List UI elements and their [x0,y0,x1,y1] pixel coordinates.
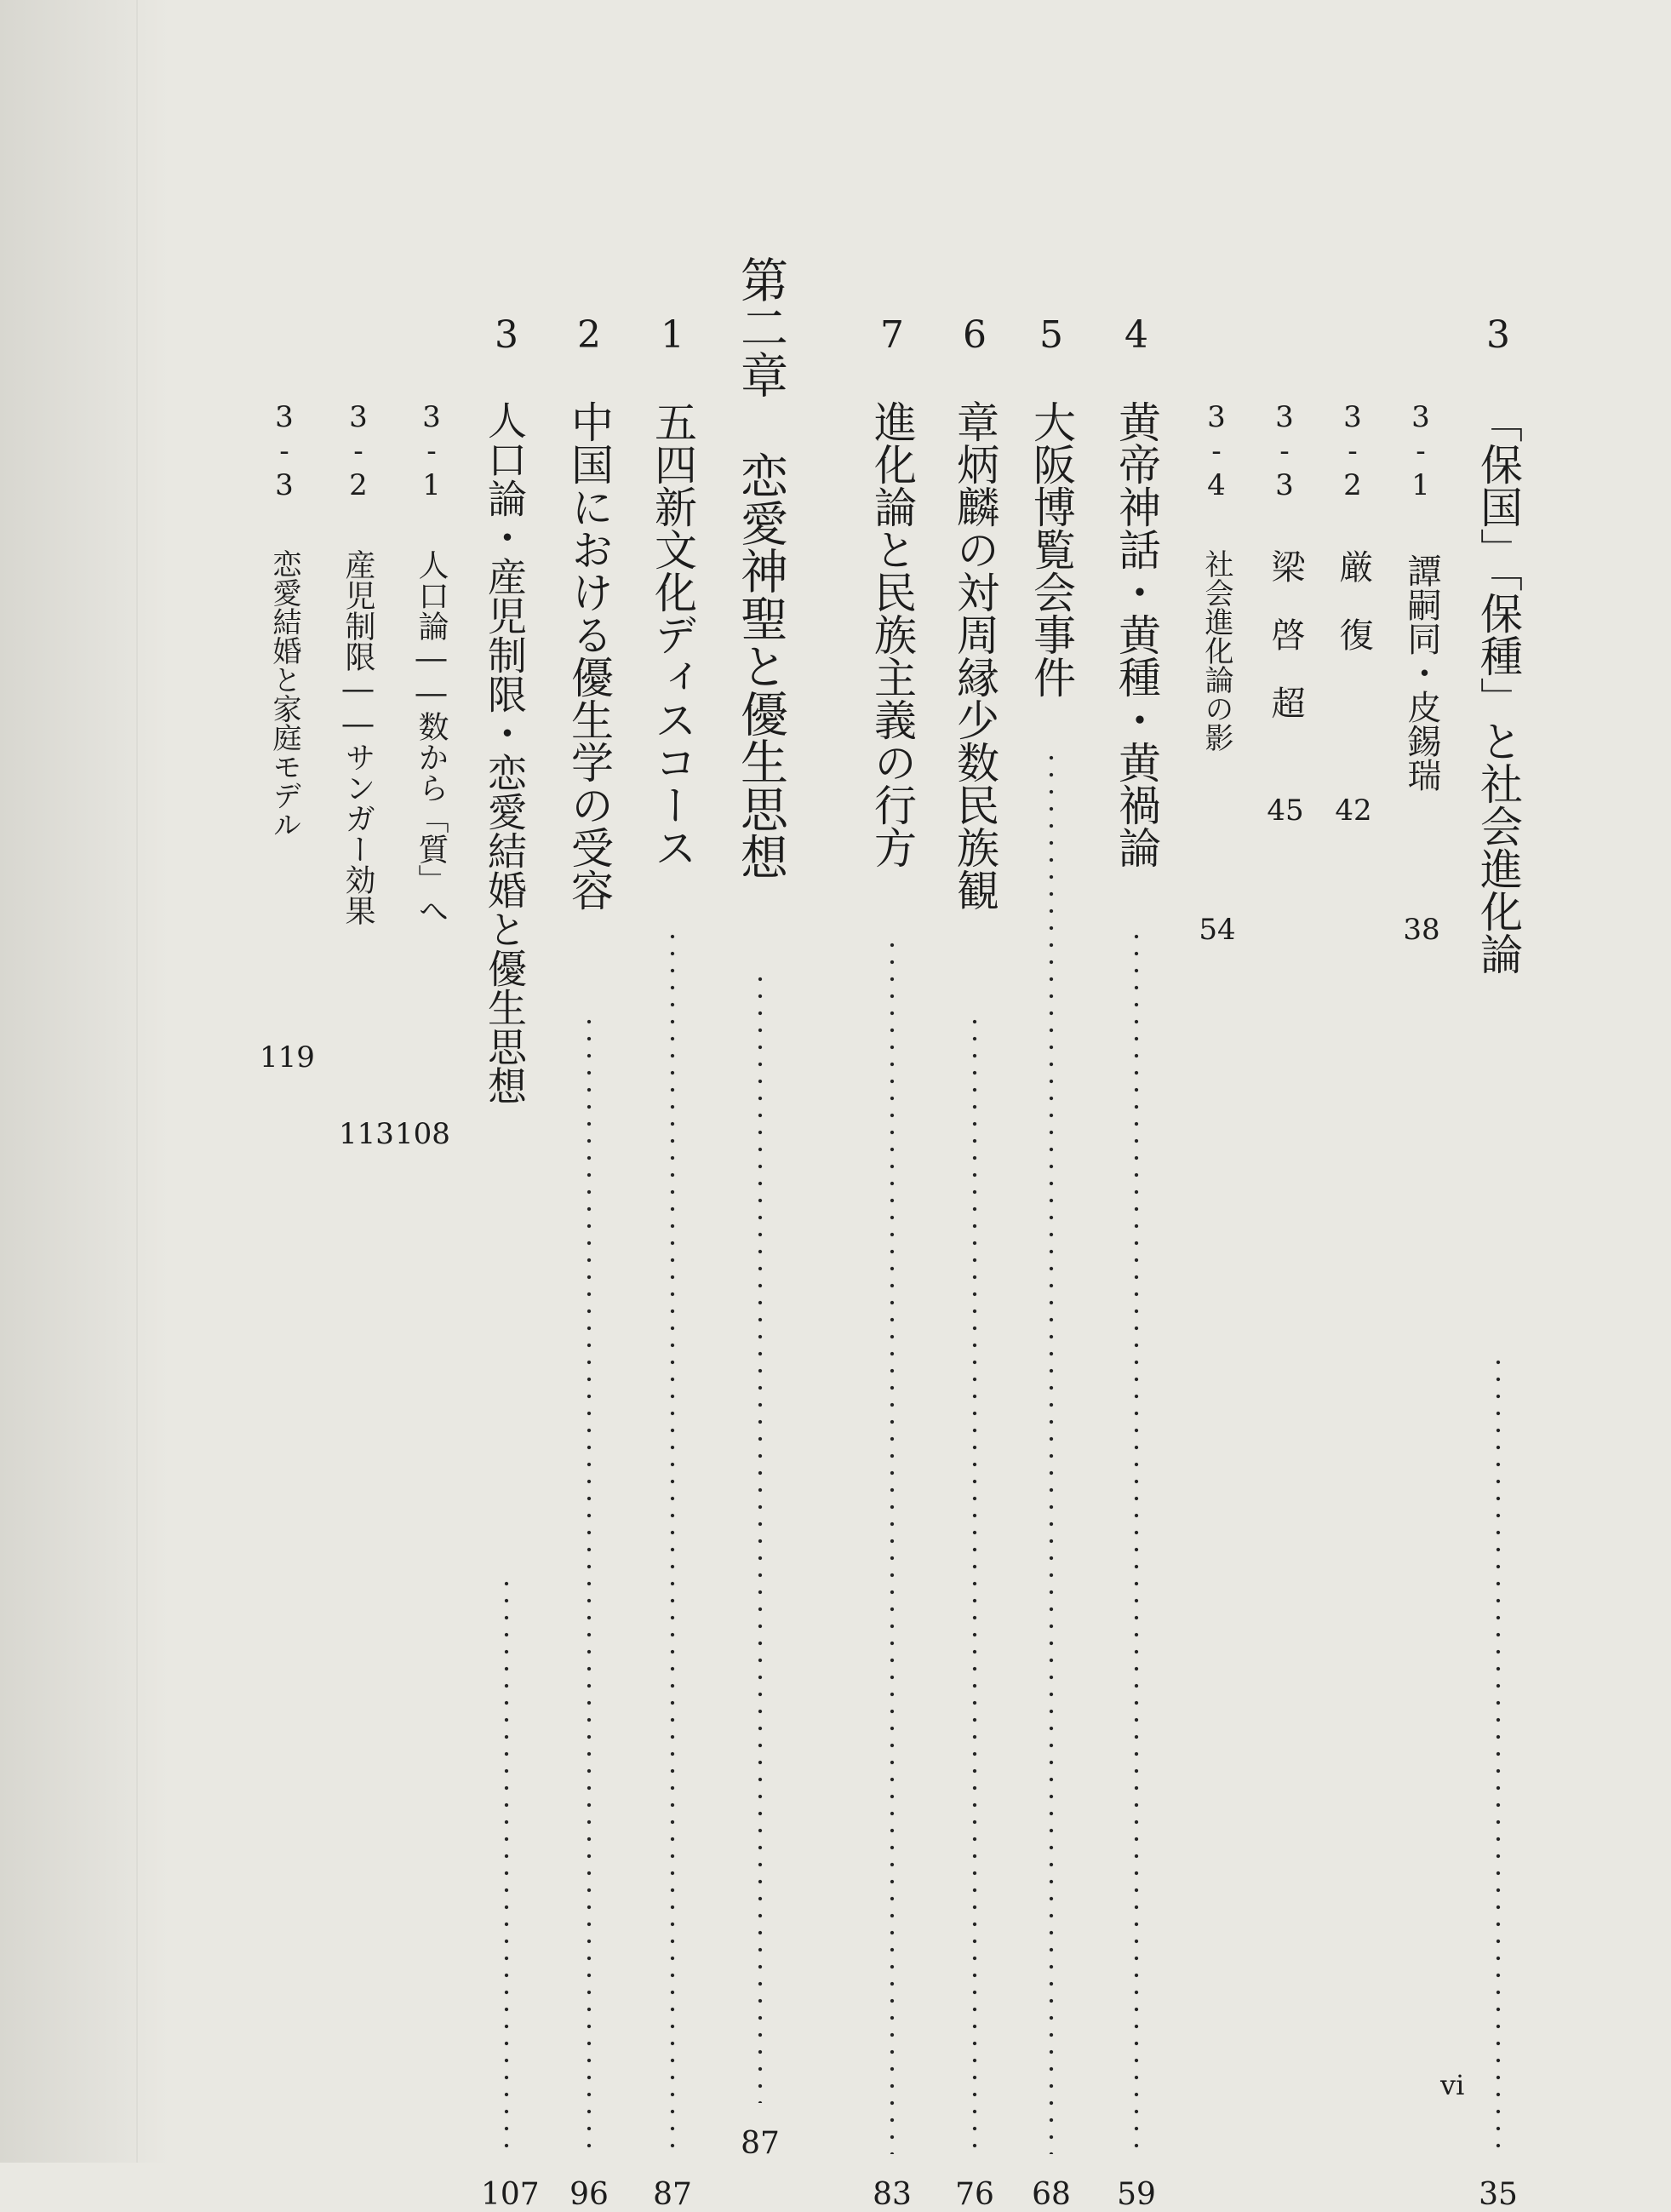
leader-dots [504,1575,509,2154]
section-title: 黄帝神話・黄種・黄禍論 [1112,400,1161,868]
subsection-title: 恋愛結婚と家庭モデル [267,549,301,839]
section-number: 2 [577,313,601,357]
subsection-number: 3-4 [1199,400,1233,502]
section-number: 5 [1039,313,1063,357]
toc-entry-section-2-2[interactable] [564,307,615,2212]
subsection-number: 3-3 [267,400,301,502]
page-number: 42 [1335,794,1372,828]
page-number: 83 [873,2177,912,2212]
leader-dots [972,1013,977,2154]
page-number: 76 [955,2177,994,2212]
page-number: 38 [1403,913,1440,947]
toc-entry-subsection-1-3-2[interactable] [1328,400,1379,843]
subsection-title: 梁 啓 超 [1266,549,1305,719]
leader-dots [1134,928,1139,2154]
toc-entry-subsection-2-3-2[interactable] [334,400,394,1166]
toc-entry-chapter-2[interactable] [730,255,790,2161]
leader-dots [758,971,763,2103]
subsection-title: 社会進化論の影 [1199,549,1233,752]
page-number: 87 [741,2126,780,2161]
page-number: 59 [1117,2177,1156,2212]
section-number: 4 [1124,313,1148,357]
page-number: 45 [1267,794,1304,828]
page-number: 107 [481,2177,540,2212]
toc-entry-section-2-1[interactable] [647,307,698,2212]
page-number: 108 [395,1117,450,1151]
subsection-title: 産児制限――サンガー効果 [340,549,375,925]
section-title: 人口論・産児制限・恋愛結婚と優生思想 [482,400,528,1105]
section-number: 3 [1486,313,1510,357]
toc-entry-subsection-1-3-3[interactable] [1260,400,1311,843]
section-number: 6 [963,313,987,357]
section-title: 中国における優生学の受容 [564,400,614,911]
section-title: 五四新文化ディスコース [648,400,697,868]
toc-entry-section-2-3[interactable] [481,307,540,2212]
section-title: 章炳麟の対周縁少数民族観 [950,400,999,911]
binding-shadow [0,0,170,2163]
toc-entry-section-1-7[interactable] [867,307,918,2212]
subsection-number: 3-2 [341,400,375,502]
chapter-title: 恋愛神聖と優生思想 [733,451,788,880]
toc-entry-section-1-4[interactable] [1111,307,1162,2212]
section-number: 7 [880,313,904,357]
leader-dots [1049,749,1054,2154]
leader-dots [890,937,895,2154]
chapter-label: 第二章 [733,255,788,398]
section-number: 3 [495,313,518,357]
leader-dots [1496,1354,1501,2154]
subsection-number: 3-1 [1404,400,1438,502]
section-title: 進化論と民族主義の行方 [867,400,917,868]
section-number: 1 [661,313,684,357]
toc-entry-section-1-5[interactable] [1026,307,1077,2212]
subsection-number: 3-3 [1268,400,1302,502]
page-number: 68 [1032,2177,1071,2212]
toc-entry-subsection-1-3-4[interactable] [1192,400,1243,954]
page-folio: vi [1440,2069,1465,2101]
toc-entry-subsection-2-3-3[interactable] [260,400,315,1081]
page-number: 119 [260,1040,315,1074]
leader-dots [587,1013,592,2154]
page-number: 87 [653,2177,692,2212]
subsection-number: 3-2 [1336,400,1370,502]
gutter-line [136,0,138,2163]
toc-entry-subsection-1-3-1[interactable] [1396,400,1447,996]
subsection-number: 3-1 [415,400,449,502]
page-number: 35 [1479,2177,1518,2212]
subsection-title: 人口論――数から「質」へ [414,549,449,925]
section-title: 「保国」「保種」と社会進化論 [1474,400,1523,975]
toc-entry-subsection-2-3-1[interactable] [395,400,458,1166]
section-title: 大阪博覧会事件 [1027,400,1076,698]
subsection-title: 厳 復 [1334,549,1373,651]
page-number: 113 [339,1117,394,1151]
page-number: 54 [1199,913,1236,947]
toc-entry-section-1-6[interactable] [949,307,1000,2212]
toc-entry-section-1-3[interactable] [1473,307,1524,2212]
leader-dots [670,928,675,2154]
subsection-title: 譚嗣同・皮錫瑞 [1402,553,1441,792]
page-number: 96 [569,2177,609,2212]
